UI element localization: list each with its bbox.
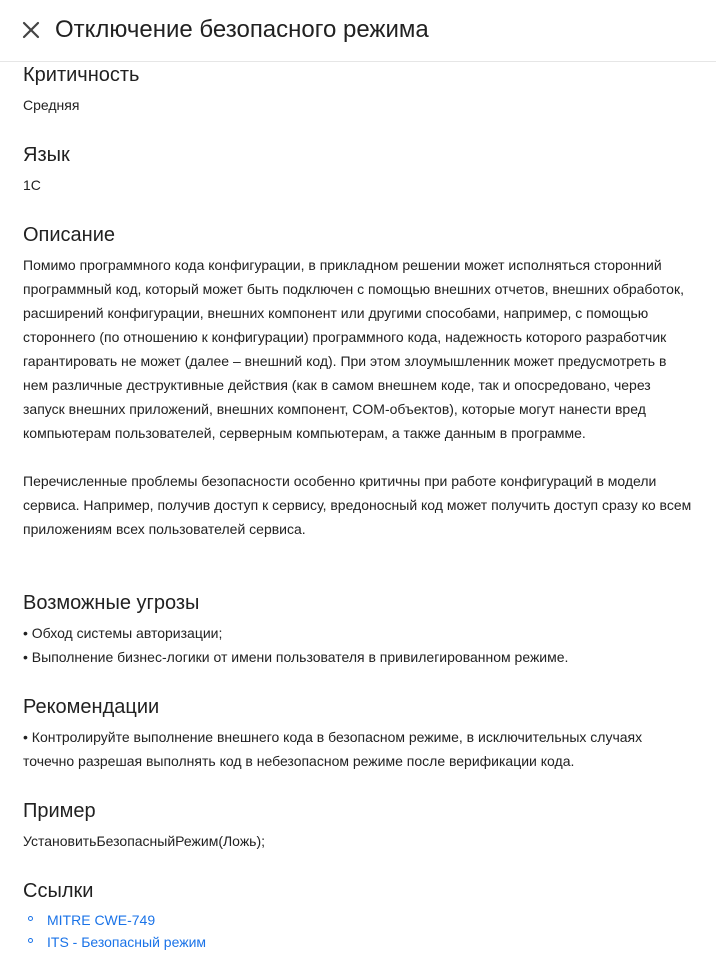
language-heading: Язык	[23, 144, 70, 166]
language-section	[23, 143, 70, 197]
list-item	[23, 909, 206, 931]
criticality-value: Средняя	[23, 97, 80, 113]
dialog-header	[0, 0, 716, 62]
links-list	[23, 909, 206, 953]
description-paragraph: Перечисленные проблемы безопасности особенно критичны при работе конфигураций в модели сервиса. Например, получив доступ к сервису, вредоносный код может получить доступ сразу ко всем приложениям всех пользователей сервиса.	[23, 473, 692, 537]
criticality-heading: Критичность	[23, 64, 140, 86]
bullet-circle-icon	[28, 938, 33, 943]
links-heading: Ссылки	[23, 880, 94, 902]
example-code: УстановитьБезопасныйРежим(Ложь);	[23, 833, 266, 849]
close-button[interactable]	[18, 17, 44, 43]
threat-item: • Обход системы авторизации;	[23, 625, 223, 641]
example-section	[23, 799, 265, 853]
recommendations-heading: Рекомендации	[23, 696, 160, 718]
recommendation-item: • Контролируйте выполнение внешнего кода в безопасном режиме, в исключительных случаях точечно разрешая выполнять код в небезопасном режиме после верификации кода.	[23, 729, 643, 769]
page-title: Отключение безопасного режима	[55, 16, 429, 43]
threats-heading: Возможные угрозы	[23, 592, 200, 614]
description-paragraph: Помимо программного кода конфигурации, в прикладном решении может исполняться сторонний программный код, который может быть подключен с помощью внешних отчетов, внешних обработок, расширений конфигурации, внешних компонент или другими способами, например, с помощью стороннего (по отношению к конфигурации) программного кода, надежность которого разработчик гарантировать не может (далее – внешний код). При этом злоумышленник может предусмотреть в нем различные деструктивные действия (как в самом внешнем коде, так и опосредовано, через запуск внешних приложений, внешних компонент, COM-объектов), которые могут нанести вред компьютерам пользователей, серверным компьютерам, а также данным в программе.	[23, 257, 684, 441]
example-heading: Пример	[23, 800, 96, 822]
recommendations-section	[23, 695, 663, 773]
threats-section	[23, 591, 693, 669]
description-heading: Описание	[23, 224, 116, 246]
list-item	[23, 931, 206, 953]
bullet-circle-icon	[28, 916, 33, 921]
criticality-section	[23, 63, 139, 117]
close-icon[interactable]	[18, 17, 44, 43]
description-section	[23, 223, 693, 541]
links-section	[23, 879, 206, 953]
link-its-safe-mode[interactable]: ITS - Безопасный режим	[47, 934, 207, 950]
threat-item: • Выполнение бизнес-логики от имени пользователя в привилегированном режиме.	[23, 649, 569, 665]
link-mitre-cwe-749[interactable]: MITRE CWE-749	[47, 912, 156, 928]
language-value: 1С	[23, 177, 41, 193]
